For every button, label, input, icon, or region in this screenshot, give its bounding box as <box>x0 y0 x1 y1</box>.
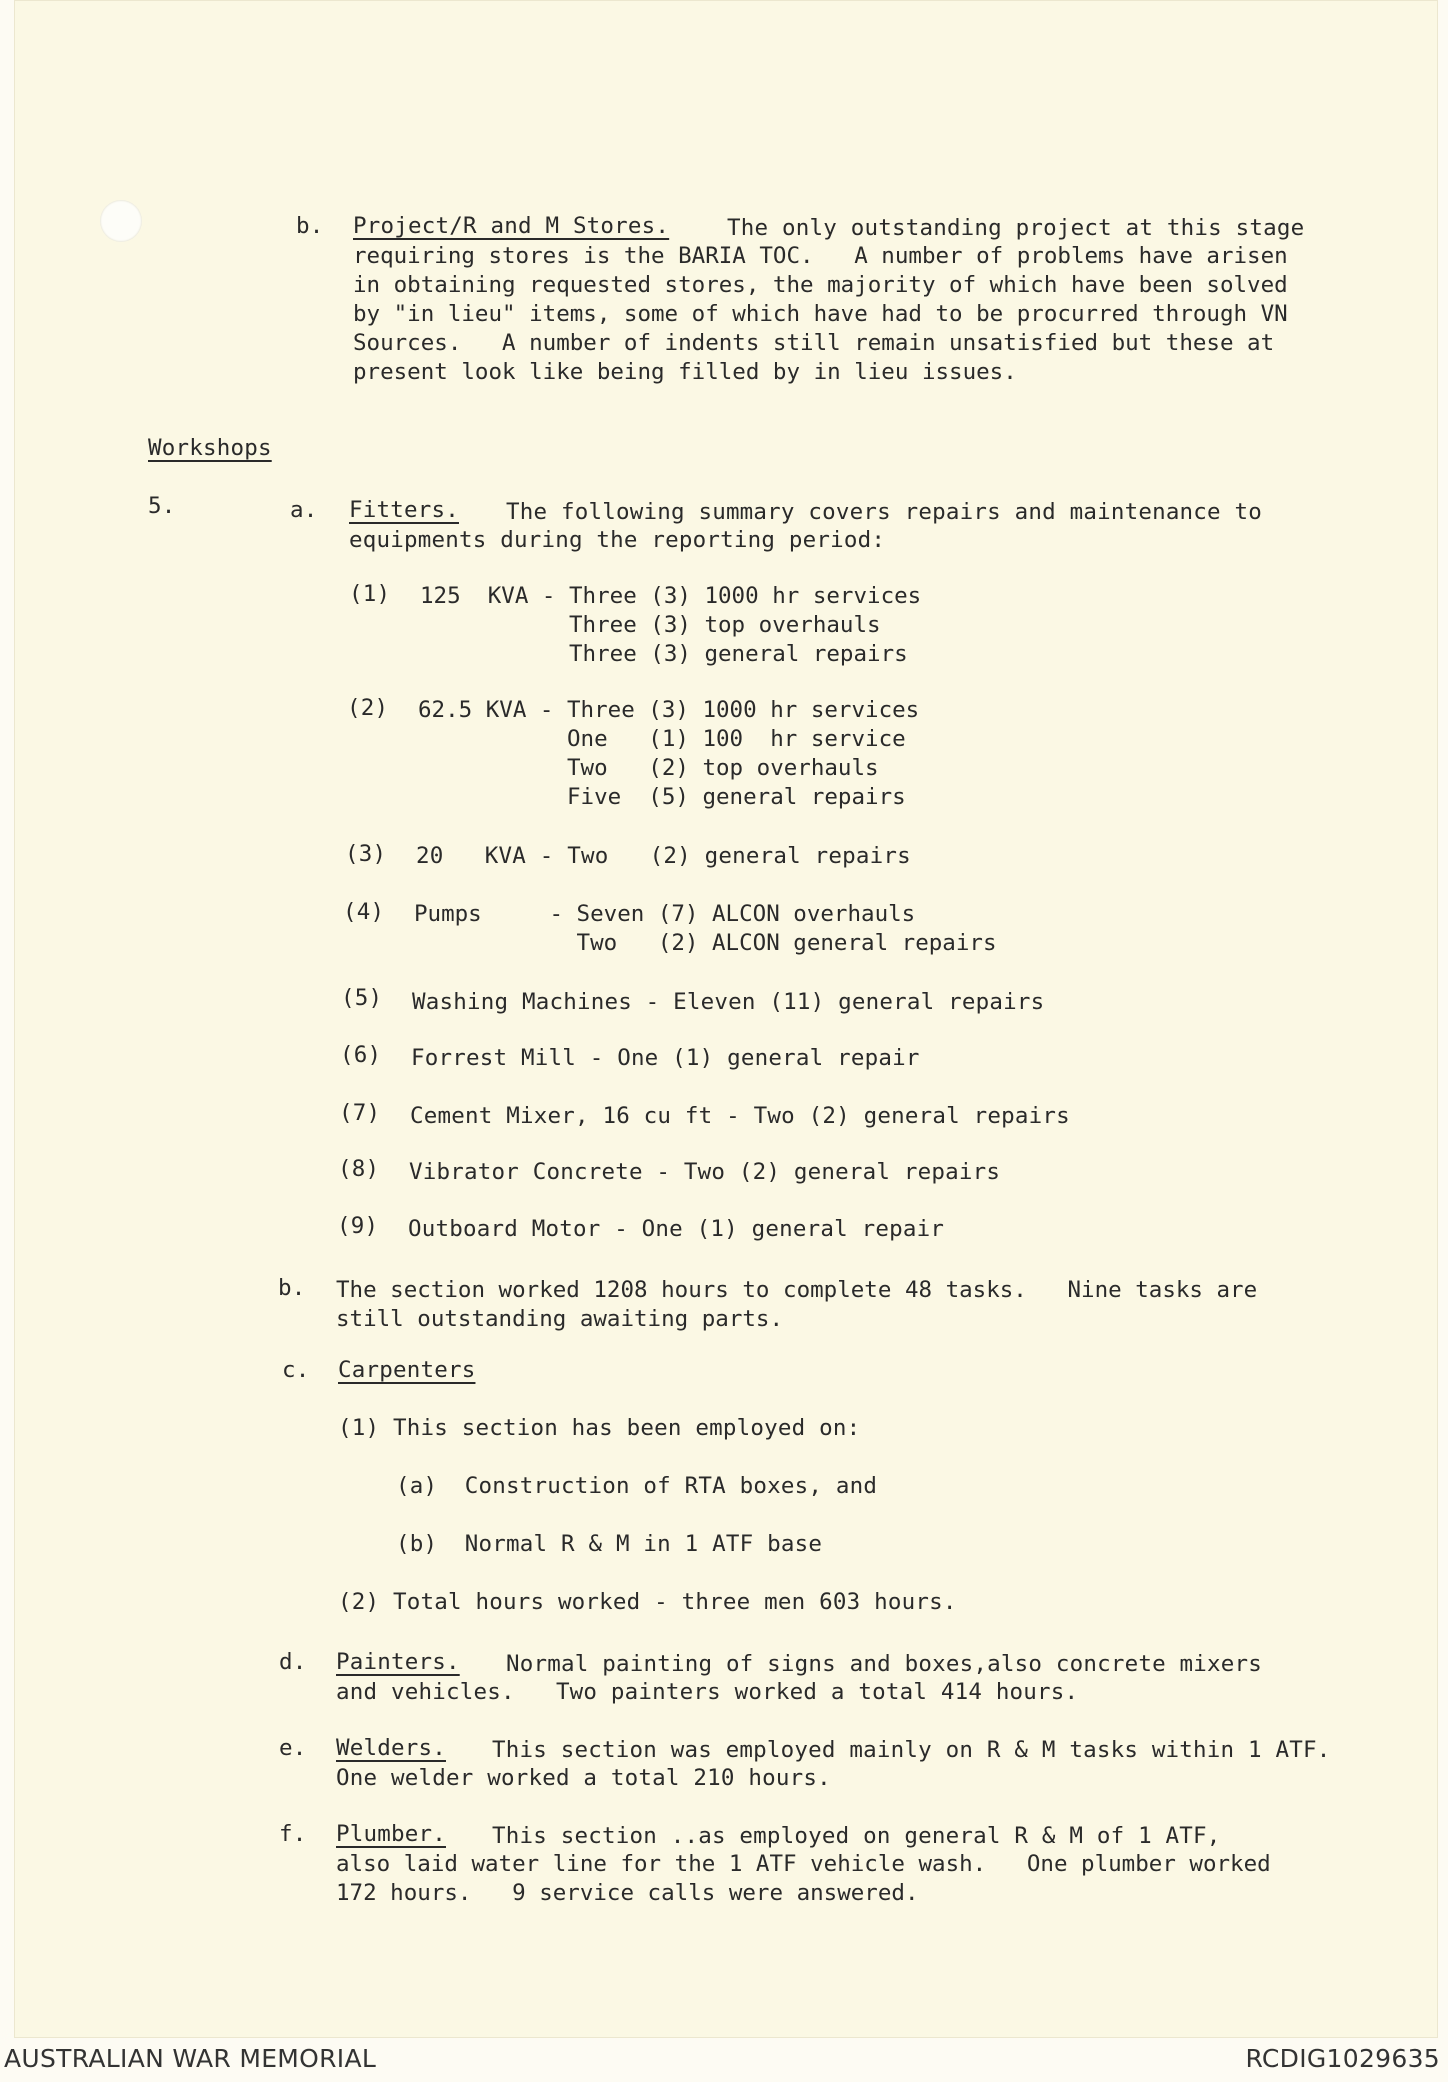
carpenters-subitem: (b) Normal R & M in 1 ATF base <box>396 1531 823 1557</box>
fitters-item-line: Washing Machines - Eleven (11) general repairs <box>412 989 1045 1015</box>
fitters-item-line: Vibrator Concrete - Two (2) general repairs <box>409 1159 1001 1185</box>
para-5b-marker: b. <box>278 1275 306 1301</box>
para-5a-heading: Fitters. <box>349 497 459 523</box>
fitters-item-line: Two (2) top overhauls <box>418 755 879 781</box>
para-5e-line: This section was employed mainly on R & M tasks within 1 ATF. <box>492 1737 1331 1763</box>
fitters-item-number: (6) <box>340 1042 382 1068</box>
fitters-item-line: One (1) 100 hr service <box>418 726 906 752</box>
para-5f-heading: Plumber. <box>336 1821 446 1847</box>
fitters-item-number: (1) <box>349 581 391 607</box>
fitters-item-line: Cement Mixer, 16 cu ft - Two (2) general repairs <box>410 1103 1070 1129</box>
para-b-line: The only outstanding project at this stage <box>727 215 1305 241</box>
fitters-item-line: Pumps - Seven (7) ALCON overhauls <box>414 901 916 927</box>
fitters-item-number: (3) <box>345 841 387 867</box>
para-5c-marker: c. <box>282 1357 310 1383</box>
para-5f-body <box>336 1850 1271 1908</box>
fitters-item-line: 20 KVA - Two (2) general repairs <box>416 843 911 869</box>
fitters-item-line: Two (2) ALCON general repairs <box>414 930 997 956</box>
para-5c-heading: Carpenters <box>338 1357 476 1383</box>
para-5b-line: still outstanding awaiting parts. <box>336 1306 784 1332</box>
fitters-item <box>420 582 921 669</box>
para-5a-line: equipments during the reporting period: <box>349 527 886 553</box>
para-5f-line: This section ..as employed on general R & M of 1 ATF, <box>492 1823 1221 1849</box>
fitters-item <box>418 696 919 812</box>
para-b-marker: b. <box>296 213 324 239</box>
para-5f-line: 172 hours. 9 service calls were answered. <box>336 1880 919 1906</box>
para-5f-line: also laid water line for the 1 ATF vehicle wash. One plumber worked <box>336 1851 1271 1877</box>
para-5d-marker: d. <box>279 1649 307 1675</box>
para-5e-line: One welder worked a total 210 hours. <box>336 1765 831 1791</box>
para-5f-marker: f. <box>279 1821 307 1847</box>
fitters-item-number: (8) <box>338 1156 380 1182</box>
fitters-item <box>414 900 996 958</box>
fitters-item-number: (7) <box>339 1100 381 1126</box>
para-5d-heading: Painters. <box>336 1649 460 1675</box>
para-5d-line: and vehicles. Two painters worked a total 414 hours. <box>336 1679 1079 1705</box>
para-5a-line: The following summary covers repairs and maintenance to <box>506 499 1263 525</box>
fitters-item-number: (9) <box>337 1213 379 1239</box>
fitters-item-line: Forrest Mill - One (1) general repair <box>411 1045 920 1071</box>
para-5e-marker: e. <box>279 1735 307 1761</box>
para-b-line: in obtaining requested stores, the majority of which have been solved <box>353 272 1288 298</box>
fitters-item-number: (5) <box>341 985 383 1011</box>
para-5e-heading: Welders. <box>336 1735 446 1761</box>
fitters-item-line: Three (3) general repairs <box>420 641 908 667</box>
para-b-line: Sources. A number of indents still remain unsatisfied but these at <box>353 330 1275 356</box>
carpenters-item: (2) Total hours worked - three men 603 hours. <box>338 1589 957 1615</box>
carpenters-subitem: (a) Construction of RTA boxes, and <box>396 1473 878 1499</box>
para-5b-line: The section worked 1208 hours to complete 48 tasks. Nine tasks are <box>336 1277 1258 1303</box>
fitters-item-line: 62.5 KVA - Three (3) 1000 hr services <box>418 697 920 723</box>
fitters-item-number: (2) <box>347 695 389 721</box>
fitters-item-number: (4) <box>343 899 385 925</box>
para-b-heading: Project/R and M Stores. <box>353 213 670 239</box>
fitters-item-line: 125 KVA - Three (3) 1000 hr services <box>420 583 922 609</box>
footer-source: AUSTRALIAN WAR MEMORIAL <box>4 2044 377 2073</box>
carpenters-item: (1) This section has been employed on: <box>338 1415 861 1441</box>
section-title-workshops: Workshops <box>148 435 272 461</box>
fitters-item-line: Three (3) top overhauls <box>420 612 881 638</box>
para-5b-body <box>336 1276 1257 1334</box>
fitters-item-line: Five (5) general repairs <box>418 784 906 810</box>
footer-record-id: RCDIG1029635 <box>1245 2044 1440 2073</box>
punch-hole <box>100 200 142 242</box>
para-5-number: 5. <box>148 493 176 519</box>
para-b-line: requiring stores is the BARIA TOC. A number of problems have arisen <box>353 243 1288 269</box>
para-5a-marker: a. <box>290 497 318 523</box>
para-b-line: present look like being filled by in lieu issues. <box>353 359 1017 385</box>
para-b-line: by "in lieu" items, some of which have had to be procurred through VN <box>353 301 1288 327</box>
para-5d-line: Normal painting of signs and boxes,also concrete mixers <box>506 1651 1263 1677</box>
fitters-item-line: Outboard Motor - One (1) general repair <box>408 1216 945 1242</box>
para-b-body <box>353 242 1288 387</box>
